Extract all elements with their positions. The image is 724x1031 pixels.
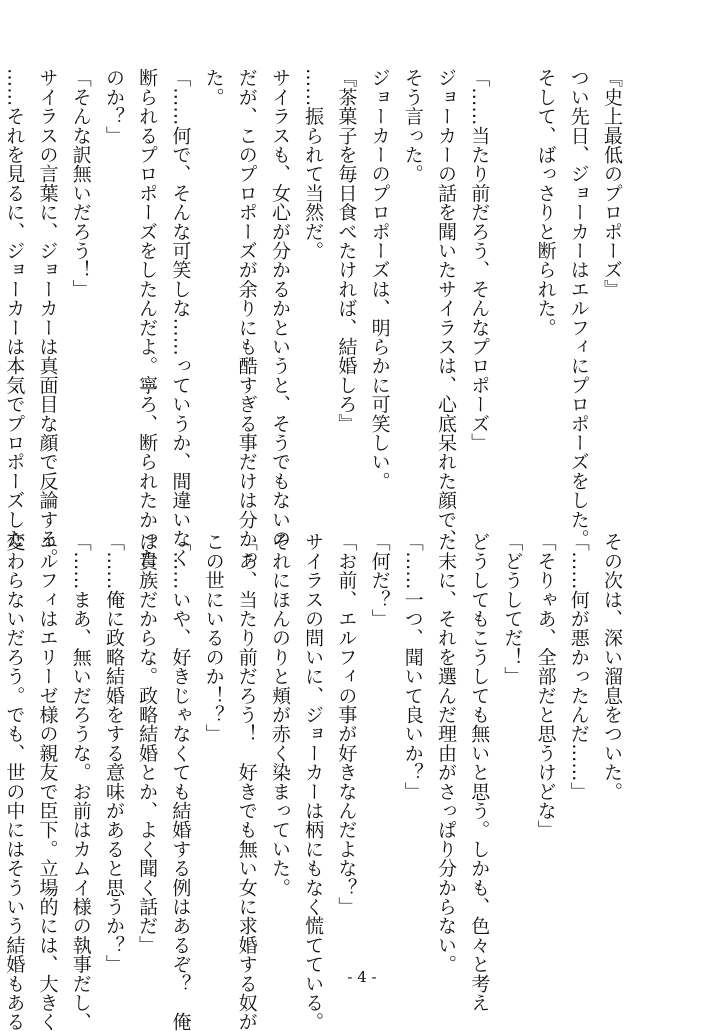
text-line: 「……いや、好きじゃなくても結婚する例はあるぞ？ 俺 xyxy=(169,532,192,1031)
text-line: 「あ、当たり前だろう！ 好きでも無い女に求婚する奴が xyxy=(235,532,258,1031)
text-line: 「何だ？」 xyxy=(368,532,391,628)
text-line: 「どうしてだ！」 xyxy=(501,532,524,686)
text-line: 「そりゃあ、全部だと思うけどな」 xyxy=(534,532,557,840)
text-line: 「……何で、そんな可笑しな……っていうか、間違いなく xyxy=(169,68,192,568)
text-line: 「お前、エルフィの事が好きなんだよな？」 xyxy=(335,532,358,916)
text-line: 『茶菓子を毎日食べたければ、結婚しろ』 xyxy=(335,68,358,433)
text-line: 変わらないだろう。でも、世の中にはそういう結婚もある xyxy=(3,532,26,1031)
text-line: その次は、深い溜息をついた。 xyxy=(601,532,623,801)
text-line: どうしてもこうしても無いと思う。しかも、色々と考え xyxy=(468,532,491,1012)
page-number: - 4 - xyxy=(347,968,377,986)
text-line: 「……俺に政略結婚をする意味があると思うか？」 xyxy=(102,532,125,974)
text-line: ジョーカーのプロポーズは、明らかに可笑しい。 xyxy=(368,68,391,491)
text-line: た末に、それを選んだ理由がさっぱり分からない。 xyxy=(434,532,457,974)
text-line: 「……何が悪かったんだ……」 xyxy=(567,532,590,801)
upper-text-block xyxy=(3,68,628,568)
text-line: この世にいるのか！？」 xyxy=(202,532,225,744)
text-line: 『史上最低のプロポーズ』 xyxy=(601,68,623,299)
text-line: ……振られて当然だ。 xyxy=(302,68,325,260)
text-line: つい先日、ジョーカーはエルフィにプロポーズをした。 xyxy=(567,68,590,548)
text-line: それにほんのりと頬が赤く染まっていた。 xyxy=(268,532,291,897)
text-line: エルフィはエリーゼ様の親友で臣下。立場的には、大きく xyxy=(36,532,59,1031)
text-line: 「……まあ、無いだろうな。お前はカムイ様の執事だし、 xyxy=(69,532,92,1031)
text-line: サイラスも、女心が分かるかというと、そうでもないの xyxy=(268,68,291,548)
text-line: のか？」 xyxy=(102,68,125,145)
text-line: ジョーカーの話を聞いたサイラスは、心底呆れた顔で、 xyxy=(434,68,457,548)
text-line: そう言った。 xyxy=(401,68,424,184)
text-line: 「……当たり前だろう、そんなプロポーズ」 xyxy=(468,68,491,452)
text-line: た。 xyxy=(202,68,225,107)
text-line: 「そんな訳無いだろう！」 xyxy=(69,68,92,299)
text-line: サイラスの言葉に、ジョーカーは真面目な顔で反論する。 xyxy=(36,68,59,568)
text-line: は貴族だからな。政略結婚とか、よく聞く話だ」 xyxy=(136,532,159,955)
text-line xyxy=(495,68,528,508)
text-line: ……それを見るに、ジョーカーは本気でプロポーズした xyxy=(3,68,26,548)
text-line: だが、このプロポーズが余りにも酷すぎる事だけは分かっ xyxy=(235,68,258,568)
text-line: そして、ばっさりと断られた。 xyxy=(534,68,557,337)
text-line: 「……一つ、聞いて良いか？」 xyxy=(401,532,424,801)
text-line: 断られるプロポーズをしたんだよ。寧ろ、断られたかった xyxy=(136,68,159,568)
lower-text-block xyxy=(3,532,628,1031)
text-line: サイラスの問いに、ジョーカーは柄にもなく慌てている。 xyxy=(302,532,325,1031)
